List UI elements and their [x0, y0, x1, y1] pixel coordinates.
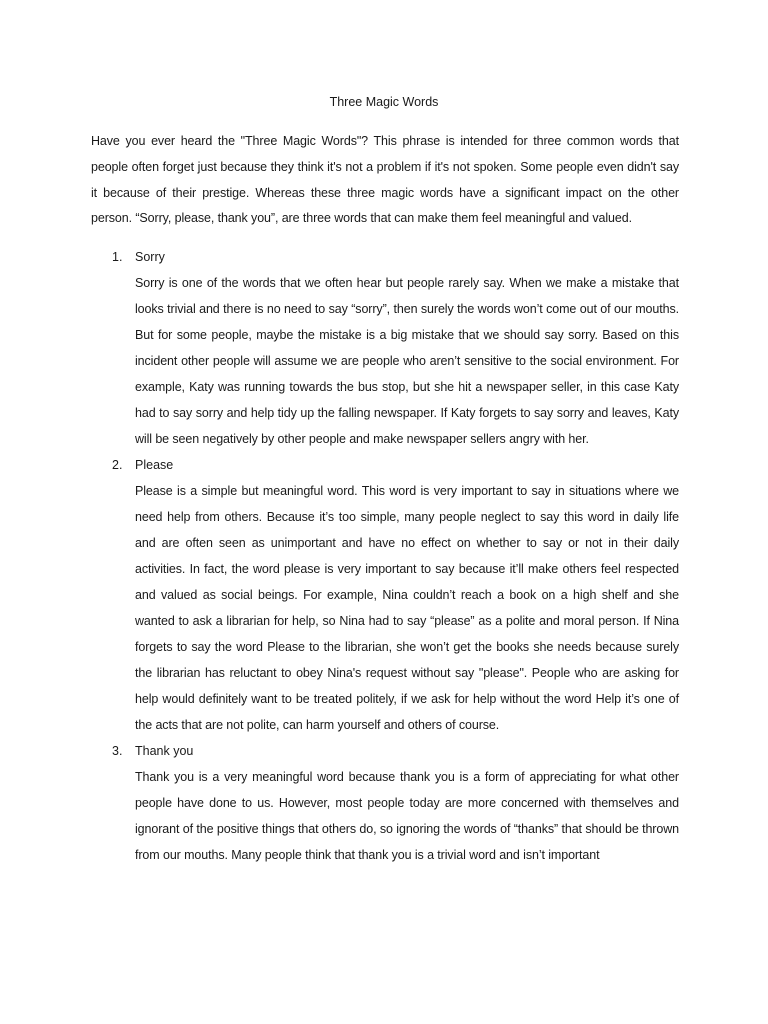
list-item-thank-you	[91, 738, 679, 868]
intro-paragraph: Have you ever heard the "Three Magic Words"? This phrase is intended for three common words that people often forget just because they think it's not a problem if it's not spoken. Some people even didn't say it because of their prestige. Whereas these three magic words have a significant impact on the other person. “Sorry, please, thank you”, are three words that can make them feel meaningful and valued.	[91, 134, 679, 226]
document-title: Three Magic Words	[329, 95, 439, 109]
list-item-number: 2.	[112, 458, 123, 472]
list-item-heading: Thank you	[135, 744, 194, 758]
magic-words-list	[91, 244, 679, 868]
list-item-body: Please is a simple but meaningful word. This word is very important to say in situations where we need help from others. Because it’s too simple, many people neglect to say this word in daily life and are often seen as unimportant and have no effect on whether to say or not in their daily activities. In fact, the word please is very important to say because it’ll make others feel respected and valued as social beings. For example, Nina couldn’t reach a book on a high shelf and she wanted to ask a librarian for help, so Nina had to say “please” as a polite and moral person. If Nina forgets to say the word Please to the librarian, she won’t get the books she needs because surely the librarian has reluctant to obey Nina's request without say "please". People who are asking for help would definitely want to be treated politely, if we ask for help without the word Help it’s one of the acts that are not polite, can harm yourself and others of course.	[135, 484, 679, 732]
list-item-number: 1.	[112, 250, 123, 264]
list-item-body: Thank you is a very meaningful word because thank you is a form of appreciating for what other people have done to us. However, most people today are more concerned with themselves and ignorant of the positive things that others do, so ignoring the words of “thanks” that should be thrown from our mouths. Many people think that thank you is a trivial word and isn’t important	[135, 770, 679, 862]
list-item-sorry	[91, 244, 679, 452]
list-item-please	[91, 452, 679, 738]
list-item-body: Sorry is one of the words that we often hear but people rarely say. When we make a mistake that looks trivial and there is no need to say “sorry”, then surely the words won’t come out of our mouths. But for some people, maybe the mistake is a big mistake that we should say sorry. Based on this incident other people will assume we are people who aren’t sensitive to the social environment. For example, Katy was running towards the bus stop, but she hit a newspaper seller, in this case Katy had to say sorry and help tidy up the falling newspaper. If Katy forgets to say sorry and leaves, Katy will be seen negatively by other people and make newspaper sellers angry with her.	[135, 276, 679, 446]
list-item-number: 3.	[112, 744, 123, 758]
list-item-heading: Sorry	[135, 250, 165, 264]
list-item-heading: Please	[135, 458, 174, 472]
